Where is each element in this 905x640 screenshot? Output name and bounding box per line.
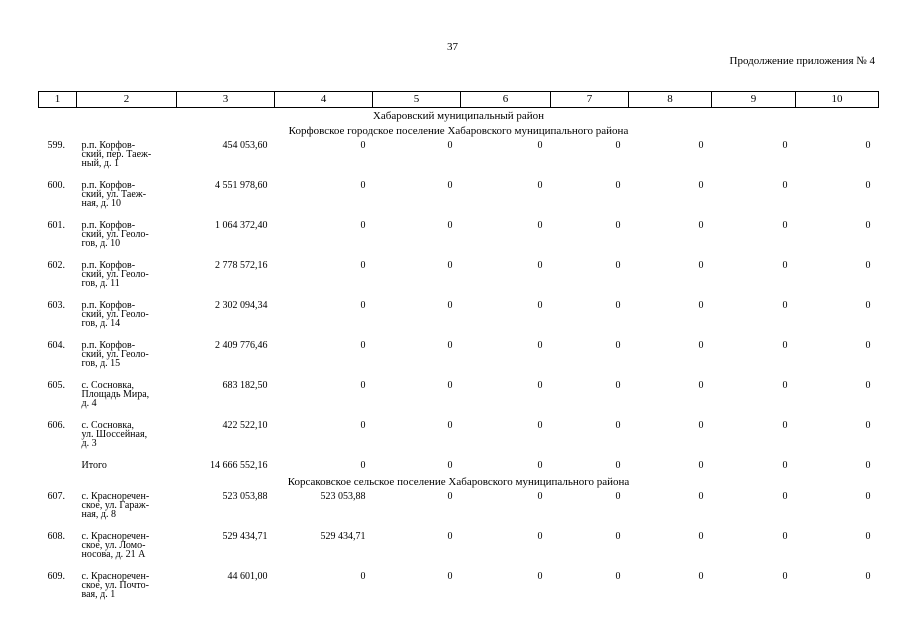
value-cell-c6: 0 bbox=[537, 380, 543, 391]
value-cell-c5: 0 bbox=[447, 140, 453, 151]
value-cell-c8: 0 bbox=[698, 571, 704, 582]
row-number: 605. bbox=[47, 380, 65, 391]
value-cell-c8: 0 bbox=[698, 140, 704, 151]
section-title: Корфовское городское поселение Хабаровского муниципального района bbox=[288, 125, 629, 137]
value-cell-c8: 0 bbox=[698, 300, 704, 311]
table-row bbox=[39, 418, 879, 458]
header-cell: 3 bbox=[177, 92, 275, 108]
address-cell: р.п. Корфов- ский, ул. Геоло- гов, д. 10 bbox=[81, 220, 149, 249]
value-cell-c8: 0 bbox=[698, 491, 704, 502]
district-row bbox=[39, 108, 879, 124]
value-cell-c10: 0 bbox=[865, 571, 871, 582]
value-cell-c9: 0 bbox=[782, 491, 788, 502]
value-cell-c10: 0 bbox=[865, 340, 871, 351]
table-row bbox=[39, 258, 879, 298]
value-cell-c3: 523 053,88 bbox=[222, 491, 268, 502]
value-cell-c4: 523 053,88 bbox=[320, 491, 366, 502]
row-number: 600. bbox=[47, 180, 65, 191]
value-cell-c9: 0 bbox=[782, 380, 788, 391]
value-cell-c4: 0 bbox=[360, 420, 366, 431]
value-cell-c9: 0 bbox=[782, 220, 788, 231]
value-cell-c10: 0 bbox=[865, 420, 871, 431]
table-row bbox=[39, 378, 879, 418]
value-cell-c7: 0 bbox=[615, 340, 621, 351]
address-cell: с. Красноречен- ское, ул. Гараж- ная, д. 8 bbox=[81, 491, 150, 520]
value-cell-c10: 0 bbox=[865, 300, 871, 311]
table-row bbox=[39, 178, 879, 218]
page-number: 37 bbox=[447, 41, 458, 53]
value-cell-c7: 0 bbox=[615, 420, 621, 431]
value-cell-c7: 0 bbox=[615, 571, 621, 582]
section-title: Корсаковское сельское поселение Хабаровского муниципального района bbox=[287, 476, 630, 488]
value-cell-c3: 4 551 978,60 bbox=[215, 180, 268, 191]
header-cell: 6 bbox=[461, 92, 551, 108]
value-cell-c8: 0 bbox=[698, 220, 704, 231]
value-cell-c5: 0 bbox=[447, 260, 453, 271]
value-cell-c8: 0 bbox=[698, 531, 704, 542]
total-label: Итого bbox=[81, 460, 107, 471]
table-row bbox=[39, 218, 879, 258]
row-number bbox=[39, 458, 77, 474]
value-cell-c5: 0 bbox=[447, 340, 453, 351]
table-row bbox=[39, 338, 879, 378]
total-value-c10: 0 bbox=[865, 460, 871, 471]
value-cell-c9: 0 bbox=[782, 140, 788, 151]
header-cell: 4 bbox=[275, 92, 373, 108]
value-cell-c5: 0 bbox=[447, 180, 453, 191]
value-cell-c7: 0 bbox=[615, 380, 621, 391]
row-number: 603. bbox=[47, 300, 65, 311]
value-cell-c9: 0 bbox=[782, 531, 788, 542]
value-cell-c9: 0 bbox=[782, 180, 788, 191]
address-cell: р.п. Корфов- ский, ул. Геоло- гов, д. 15 bbox=[81, 340, 149, 369]
value-cell-c5: 0 bbox=[447, 531, 453, 542]
value-cell-c7: 0 bbox=[615, 180, 621, 191]
value-cell-c4: 529 434,71 bbox=[320, 531, 366, 542]
header-cell: 5 bbox=[373, 92, 461, 108]
value-cell-c10: 0 bbox=[865, 220, 871, 231]
value-cell-c10: 0 bbox=[865, 140, 871, 151]
value-cell-c3: 529 434,71 bbox=[222, 531, 268, 542]
section-row bbox=[39, 123, 879, 138]
value-cell-c3: 422 522,10 bbox=[222, 420, 268, 431]
value-cell-c10: 0 bbox=[865, 531, 871, 542]
value-cell-c3: 2 409 776,46 bbox=[215, 340, 268, 351]
value-cell-c7: 0 bbox=[615, 531, 621, 542]
value-cell-c4: 0 bbox=[360, 380, 366, 391]
address-cell: с. Красноречен- ское, ул. Ломо- носова, д. 21 А bbox=[81, 531, 150, 560]
budget-table bbox=[38, 91, 879, 609]
value-cell-c4: 0 bbox=[360, 180, 366, 191]
address-cell: с. Сосновка, Площадь Мира, д. 4 bbox=[81, 380, 150, 409]
value-cell-c3: 454 053,60 bbox=[222, 140, 268, 151]
value-cell-c9: 0 bbox=[782, 300, 788, 311]
row-number: 606. bbox=[47, 420, 65, 431]
section-row bbox=[39, 474, 879, 489]
value-cell-c3: 1 064 372,40 bbox=[215, 220, 268, 231]
total-row bbox=[39, 458, 879, 474]
total-value-c9: 0 bbox=[782, 460, 788, 471]
value-cell-c10: 0 bbox=[865, 180, 871, 191]
value-cell-c4: 0 bbox=[360, 220, 366, 231]
table-row bbox=[39, 489, 879, 529]
value-cell-c9: 0 bbox=[782, 260, 788, 271]
value-cell-c3: 2 302 094,34 bbox=[215, 300, 268, 311]
header-cell: 1 bbox=[39, 92, 77, 108]
value-cell-c10: 0 bbox=[865, 491, 871, 502]
value-cell-c7: 0 bbox=[615, 140, 621, 151]
address-cell: с. Сосновка, ул. Шоссейная, д. 3 bbox=[81, 420, 148, 449]
total-value-c7: 0 bbox=[615, 460, 621, 471]
value-cell-c8: 0 bbox=[698, 180, 704, 191]
value-cell-c6: 0 bbox=[537, 571, 543, 582]
address-cell: с. Красноречен- ское, ул. Почто- вая, д. 1 bbox=[81, 571, 150, 600]
value-cell-c9: 0 bbox=[782, 420, 788, 431]
header-cell: 10 bbox=[796, 92, 879, 108]
continuation-note: Продолжение приложения № 4 bbox=[729, 55, 875, 67]
value-cell-c3: 683 182,50 bbox=[222, 380, 268, 391]
value-cell-c6: 0 bbox=[537, 531, 543, 542]
value-cell-c6: 0 bbox=[537, 420, 543, 431]
table-row bbox=[39, 529, 879, 569]
value-cell-c5: 0 bbox=[447, 420, 453, 431]
row-number: 608. bbox=[47, 531, 65, 542]
value-cell-c8: 0 bbox=[698, 340, 704, 351]
table-row bbox=[39, 298, 879, 338]
district-title: Хабаровский муниципальный район bbox=[372, 110, 545, 122]
value-cell-c6: 0 bbox=[537, 491, 543, 502]
total-value-c8: 0 bbox=[698, 460, 704, 471]
total-value-c4: 0 bbox=[360, 460, 366, 471]
header-cell: 7 bbox=[551, 92, 629, 108]
value-cell-c5: 0 bbox=[447, 220, 453, 231]
value-cell-c7: 0 bbox=[615, 260, 621, 271]
address-cell: р.п. Корфов- ский, ул. Геоло- гов, д. 14 bbox=[81, 300, 149, 329]
value-cell-c4: 0 bbox=[360, 571, 366, 582]
value-cell-c6: 0 bbox=[537, 340, 543, 351]
value-cell-c7: 0 bbox=[615, 300, 621, 311]
value-cell-c8: 0 bbox=[698, 420, 704, 431]
row-number: 599. bbox=[47, 140, 65, 151]
total-value-c5: 0 bbox=[447, 460, 453, 471]
value-cell-c4: 0 bbox=[360, 300, 366, 311]
value-cell-c8: 0 bbox=[698, 260, 704, 271]
total-value-c3: 14 666 552,16 bbox=[210, 460, 268, 471]
value-cell-c4: 0 bbox=[360, 340, 366, 351]
address-cell: р.п. Корфов- ский, пер. Таеж- ный, д. 1 bbox=[81, 140, 152, 169]
value-cell-c6: 0 bbox=[537, 180, 543, 191]
table-row bbox=[39, 138, 879, 178]
value-cell-c5: 0 bbox=[447, 380, 453, 391]
value-cell-c9: 0 bbox=[782, 571, 788, 582]
row-number: 607. bbox=[47, 491, 65, 502]
value-cell-c7: 0 bbox=[615, 220, 621, 231]
table-row bbox=[39, 569, 879, 609]
address-cell: р.п. Корфов- ский, ул. Таеж- ная, д. 10 bbox=[81, 180, 147, 209]
header-cell: 9 bbox=[712, 92, 796, 108]
value-cell-c10: 0 bbox=[865, 380, 871, 391]
header-cell: 2 bbox=[77, 92, 177, 108]
value-cell-c4: 0 bbox=[360, 140, 366, 151]
value-cell-c6: 0 bbox=[537, 260, 543, 271]
total-value-c6: 0 bbox=[537, 460, 543, 471]
value-cell-c3: 44 601,00 bbox=[227, 571, 268, 582]
value-cell-c9: 0 bbox=[782, 340, 788, 351]
row-number: 609. bbox=[47, 571, 65, 582]
value-cell-c3: 2 778 572,16 bbox=[215, 260, 268, 271]
value-cell-c4: 0 bbox=[360, 260, 366, 271]
header-cell: 8 bbox=[629, 92, 712, 108]
value-cell-c5: 0 bbox=[447, 491, 453, 502]
value-cell-c6: 0 bbox=[537, 300, 543, 311]
row-number: 604. bbox=[47, 340, 65, 351]
value-cell-c6: 0 bbox=[537, 140, 543, 151]
address-cell: р.п. Корфов- ский, ул. Геоло- гов, д. 11 bbox=[81, 260, 149, 289]
row-number: 601. bbox=[47, 220, 65, 231]
header-row bbox=[39, 92, 879, 108]
value-cell-c5: 0 bbox=[447, 300, 453, 311]
value-cell-c7: 0 bbox=[615, 491, 621, 502]
row-number: 602. bbox=[47, 260, 65, 271]
value-cell-c6: 0 bbox=[537, 220, 543, 231]
value-cell-c10: 0 bbox=[865, 260, 871, 271]
value-cell-c8: 0 bbox=[698, 380, 704, 391]
value-cell-c5: 0 bbox=[447, 571, 453, 582]
